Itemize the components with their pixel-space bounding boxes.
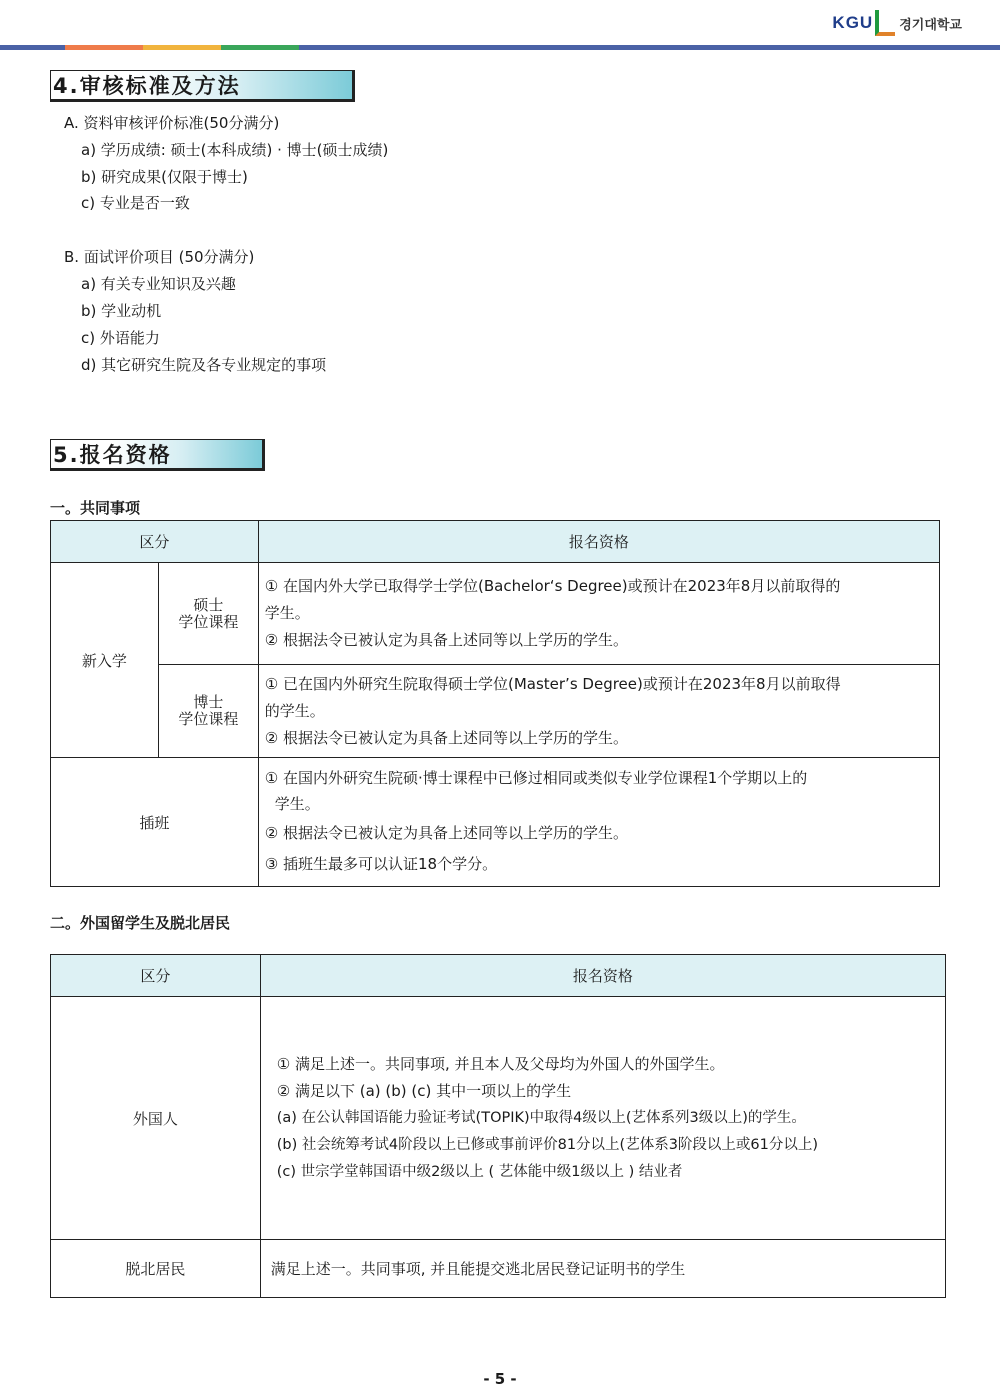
header-accent-orange [65, 45, 143, 50]
transfer-requirements [258, 758, 939, 887]
requirement-line: ① 在国内外研究生院硕·博士课程中已修过相同或类似专业学位课程1个学期以上的 [264, 769, 808, 787]
sub-heading-common: 一。共同事项 [50, 499, 141, 517]
part-a-item: b) 研究成果(仅限于博士) [81, 168, 248, 186]
requirement-line: ① 满足上述一。共同事项, 并且本人及父母均为外国人的外国学生。 [276, 1054, 725, 1073]
requirement-line: ② 根据法令已被认定为具备上述同等以上学历的学生。 [264, 824, 628, 842]
doctor-requirements [258, 665, 939, 758]
part-a-item: a) 学历成绩: 硕士(本科成绩) · 博士(硕士成绩) [81, 141, 389, 159]
requirement-line: 学生。 [274, 795, 320, 813]
part-a-item: c) 专业是否一致 [81, 194, 190, 212]
sub-heading-foreign: 二。外国留学生及脱北居民 [50, 914, 231, 932]
part-b-item: a) 有关专业知识及兴趣 [81, 275, 236, 293]
requirement-line: ③ 插班生最多可以认证18个学分。 [264, 855, 498, 873]
common-requirements-table [50, 520, 940, 887]
table-header-category: 区分 [51, 955, 261, 997]
requirement-line: (b) 社会统筹考试4阶段以上已修或事前评价81分以上(艺体系3阶段以上或61分以上) [276, 1136, 819, 1153]
header-accent-green [221, 45, 299, 50]
section-4-title: 4.审核标准及方法 [50, 70, 355, 102]
doctor-course-label: 博士 学位课程 [158, 665, 258, 758]
part-b-item: b) 学业动机 [81, 302, 162, 320]
logo-text: KGU [832, 13, 874, 32]
requirement-line: ① 在国内外大学已取得学士学位(Bachelor‘s Degree)或预计在2023年8月以前取得的 [264, 577, 841, 595]
table-header-qualification: 报名资格 [258, 521, 939, 563]
requirement-line: ② 根据法令已被认定为具备上述同等以上学历的学生。 [264, 728, 628, 747]
page-number: - 5 - [483, 1370, 517, 1388]
part-b-heading: B. 面试评价项目 (50分满分) [64, 248, 255, 266]
requirement-line: (a) 在公认韩国语能力验证考试(TOPIK)中取得4级以上(艺体系列3级以上)的学生。 [276, 1109, 806, 1126]
requirement-line: ② 满足以下 (a) (b) (c) 其中一项以上的学生 [276, 1081, 572, 1100]
transfer-label: 插班 [51, 758, 259, 887]
defector-label: 脱北居民 [51, 1240, 261, 1298]
part-b-item: d) 其它研究生院及各专业规定的事项 [81, 356, 327, 374]
logo-mark-icon [875, 10, 895, 36]
requirement-line: 学生。 [264, 604, 310, 622]
foreigner-requirements [260, 997, 945, 1240]
requirement-line: ② 根据法令已被认定为具备上述同等以上学历的学生。 [264, 631, 628, 649]
defector-requirement: 满足上述一。共同事项, 并且能提交逃北居民登记证明书的学生 [260, 1240, 945, 1298]
foreigner-label: 外国人 [51, 997, 261, 1240]
table-header-category: 区分 [51, 521, 259, 563]
foreign-requirements-table [50, 954, 946, 1298]
part-b-item: c) 外语能力 [81, 329, 160, 347]
part-a-heading: A. 资料审核评价标准(50分满分) [64, 114, 280, 132]
requirement-line: (c) 世宗学堂韩国语中级2级以上 ( 艺体能中级1级以上 ) 结业者 [276, 1163, 683, 1180]
new-admission-label: 新入学 [51, 563, 159, 758]
master-requirements [258, 563, 939, 665]
university-name: 경기대학교 [899, 17, 962, 33]
requirement-line: ① 已在国内外研究生院取得硕士学位(Master’s Degree)或预计在2023年8月以前取得 [264, 674, 841, 693]
requirement-line: 的学生。 [264, 701, 325, 720]
section-5-title: 5.报名资格 [50, 439, 265, 471]
master-course-label: 硕士 学位课程 [158, 563, 258, 665]
university-logo [832, 6, 962, 40]
header-accent-yellow [143, 45, 221, 50]
table-header-qualification: 报名资格 [260, 955, 945, 997]
